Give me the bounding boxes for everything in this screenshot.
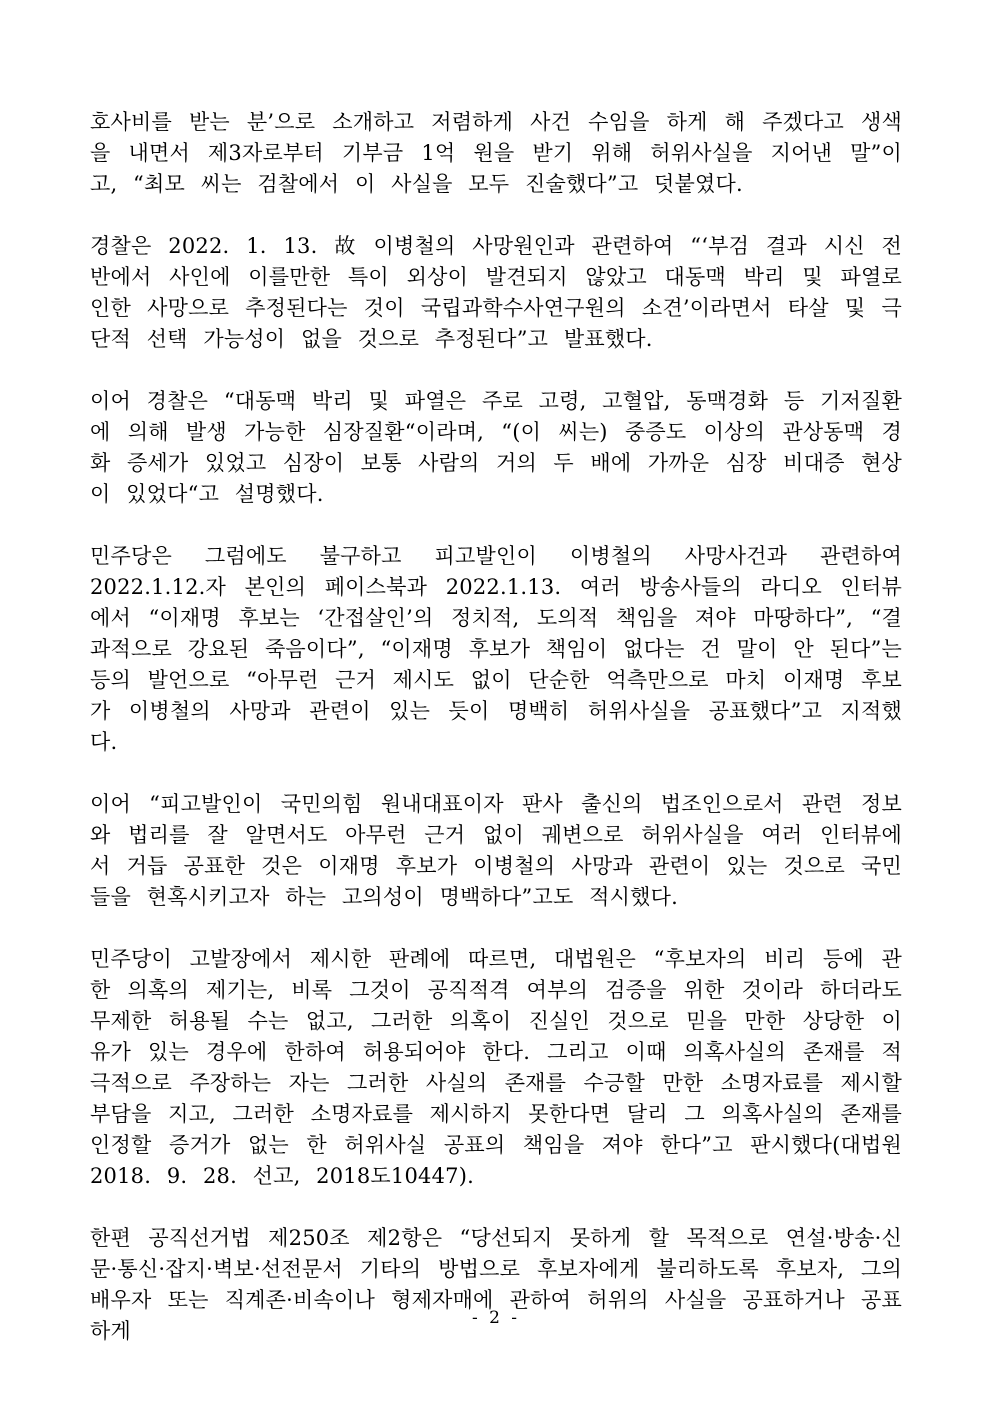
paragraph: 민주당은 그럼에도 불구하고 피고발인이 이병철의 사망사건과 관련하여 2022.1.12.자 본인의 페이스북과 2022.1.13. 여러 방송사들의 라디오 인터뷰에서 “이재명 후보는 ‘간접살인’의 정치적, 도의적 책임을 져야 마땅하다”, “결과적으로 강요된 죽음이다”, “이재명 후보가 책임이 없다는 건 말이 안 된다”는 등의 발언으로 “아무런 근거 제시도 없이 단순한 억측만으로 마치 이재명 후보가 이병철의 사망과 관련이 있는 듯이 명백히 허위사실을 공표했다”고 지적했다. [90, 544, 902, 754]
page-number: - 2 - [471, 1308, 521, 1328]
paragraph: 민주당이 고발장에서 제시한 판례에 따르면, 대법원은 “후보자의 비리 등에 관한 의혹의 제기는, 비록 그것이 공직적격 여부의 검증을 위한 것이라 하더라도 무제한 허용될 수는 없고, 그러한 의혹이 진실인 것으로 믿을 만한 상당한 이유가 있는 경우에 한하여 허용되어야 한다. 그리고 이때 의혹사실의 존재를 적극적으로 주장하는 자는 그러한 사실의 존재를 수긍할 만한 소명자료를 제시할 부담을 지고, 그러한 소명자료를 제시하지 못한다면 달리 그 의혹사실의 존재를 인정할 증거가 없는 한 허위사실 공표의 책임을 져야 한다”고 판시했다(대법원 2018. 9. 28. 선고, 2018도10447). [90, 947, 902, 1188]
paragraph: 한편 공직선거법 제250조 제2항은 “당선되지 못하게 할 목적으로 연설·방송·신문·통신·잡지·벽보·선전문서 기타의 방법으로 후보자에게 불리하도록 후보자, 그의 배우자 또는 직계존·비속이나 형제자매에 관하여 허위의 사실을 공표하거나 공표하게 [90, 1226, 902, 1343]
paragraph: 이어 경찰은 “대동맥 박리 및 파열은 주로 고령, 고혈압, 동맥경화 등 기저질환에 의해 발생 가능한 심장질환“이라며, “(이 씨는) 중증도 이상의 관상동맥 경화 증세가 있었고 심장이 보통 사람의 거의 두 배에 가까운 심장 비대증 현상이 있었다“고 설명했다. [90, 389, 902, 506]
paragraph: 경찰은 2022. 1. 13. 故 이병철의 사망원인과 관련하여 “‘부검 결과 시신 전반에서 사인에 이를만한 특이 외상이 발견되지 않았고 대동맥 박리 및 파열로 인한 사망으로 추정된다는 것이 국립과학수사연구원의 소견’이라면서 타살 및 극단적 선택 가능성이 없을 것으로 추정된다”고 발표했다. [90, 234, 902, 351]
paragraph: 호사비를 받는 분’으로 소개하고 저렴하게 사건 수임을 하게 해 주겠다고 생색을 내면서 제3자로부터 기부금 1억 원을 받기 위해 허위사실을 지어낸 말”이고, “최모 씨는 검찰에서 이 사실을 모두 진술했다”고 덧붙였다. [90, 110, 902, 196]
paragraph: 이어 “피고발인이 국민의힘 원내대표이자 판사 출신의 법조인으로서 관련 정보와 법리를 잘 알면서도 아무런 근거 없이 궤변으로 허위사실을 여러 인터뷰에서 거듭 공표한 것은 이재명 후보가 이병철의 사망과 관련이 있는 것으로 국민들을 현혹시키고자 하는 고의성이 명백하다”고도 적시했다. [90, 792, 902, 909]
document-body [90, 107, 902, 1378]
